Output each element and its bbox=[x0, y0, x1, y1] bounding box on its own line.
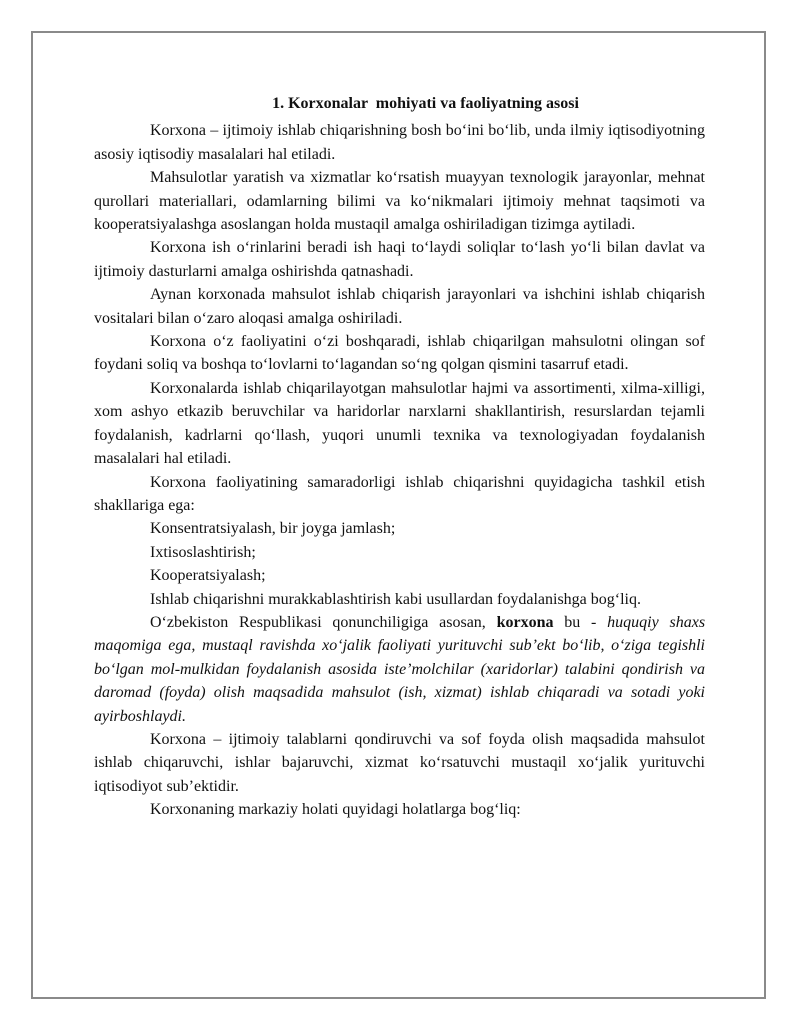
paragraph: Korxona ish oʻrinlarini beradi ish haqi toʻlaydi soliqlar toʻlash yoʻli bilan davlat va ijtimoiy dasturlarni amalga oshirishda qatnashadi. bbox=[94, 239, 705, 280]
definition-connector: bu - bbox=[564, 613, 597, 631]
list-item: Kooperatsiyalash; bbox=[150, 567, 266, 585]
definition-lead: Oʻzbekiston Respublikasi qonunchiligiga asosan, bbox=[150, 613, 486, 631]
paragraph: Korxona – ijtimoiy talablarni qondiruvchi va sof foyda olish maqsadida mahsulot ishlab chiqaruvchi, ishlar bajaruvchi, xizmat koʻrsatuvchi mustaqil xoʻjalik yurituvchi iqtisodiyot subʼektidir. bbox=[94, 730, 705, 795]
paragraph: Korxona – ijtimoiy ishlab chiqarishning bosh boʻini boʻlib, unda ilmiy iqtisodiyotning asosiy iqtisodiy masalalari hal etiladi. bbox=[94, 122, 705, 163]
paragraph: Korxona oʻz faoliyatini oʻzi boshqaradi, ishlab chiqarilgan mahsulotni olingan sof foydani soliq va boshqa toʻlovlarni toʻlagandan soʻng qolgan qismini tasarruf etadi. bbox=[94, 333, 705, 374]
paragraph: Korxonaning markaziy holati quyidagi holatlarga bogʻliq: bbox=[150, 801, 521, 819]
paragraph: Korxona faoliyatining samaradorligi ishlab chiqarishni quyidagicha tashkil etish shakllariga ega: bbox=[94, 473, 705, 514]
definition-body: huquqiy shaxs maqomiga ega, mustaql ravishda xoʻjalik faoliyati yurituvchi subʼekt boʻlib, oʻziga tegishli boʻlgan mol-mulkidan foydalanish asosida isteʼmolchilar (xaridorlar) talabini qondirish va daromad (foyda) olish maqsadida mahsulot (ish, xizmat) ishlab chiqaradi va sotadi yoki ayirboshlaydi. bbox=[94, 613, 706, 725]
definition-paragraph bbox=[94, 611, 705, 728]
paragraph: Ishlab chiqarishni murakkablashtirish kabi usullardan foydalanishga bogʻliq. bbox=[150, 590, 641, 608]
paragraph: Mahsulotlar yaratish va xizmatlar koʻrsatish muayyan texnologik jarayonlar, mehnat qurollari materiallari, odamlarning bilimi va koʻnikmalari ijtimoiy mehnat taqsimoti va kooperatsiyalashga asoslangan holda mustaqil amalga oshiriladigan tizimga aytiladi. bbox=[94, 169, 705, 234]
document-body bbox=[94, 92, 705, 822]
paragraph: Aynan korxonada mahsulot ishlab chiqarish jarayonlari va ishchini ishlab chiqarish vositalari bilan oʻzaro aloqasi amalga oshiriladi. bbox=[94, 286, 705, 327]
section-title: 1. Korxonalar mohiyati va faoliyatning asosi bbox=[272, 95, 579, 112]
paragraph: Korxonalarda ishlab chiqarilayotgan mahsulotlar hajmi va assortimenti, xilma-xilligi, xom ashyo etkazib beruvchilar va haridorlar narxlarni shakllantirish, resurslardan tejamli foydalanish, kadrlarni qoʻllash, yuqori unumli texnika va texnologiyadan foydalanish masalalari hal etiladi. bbox=[94, 379, 705, 468]
list-item: Konsentratsiyalash, bir joyga jamlash; bbox=[150, 520, 396, 538]
definition-term: korxona bbox=[496, 613, 554, 631]
list-item: Ixtisoslashtirish; bbox=[150, 543, 256, 561]
